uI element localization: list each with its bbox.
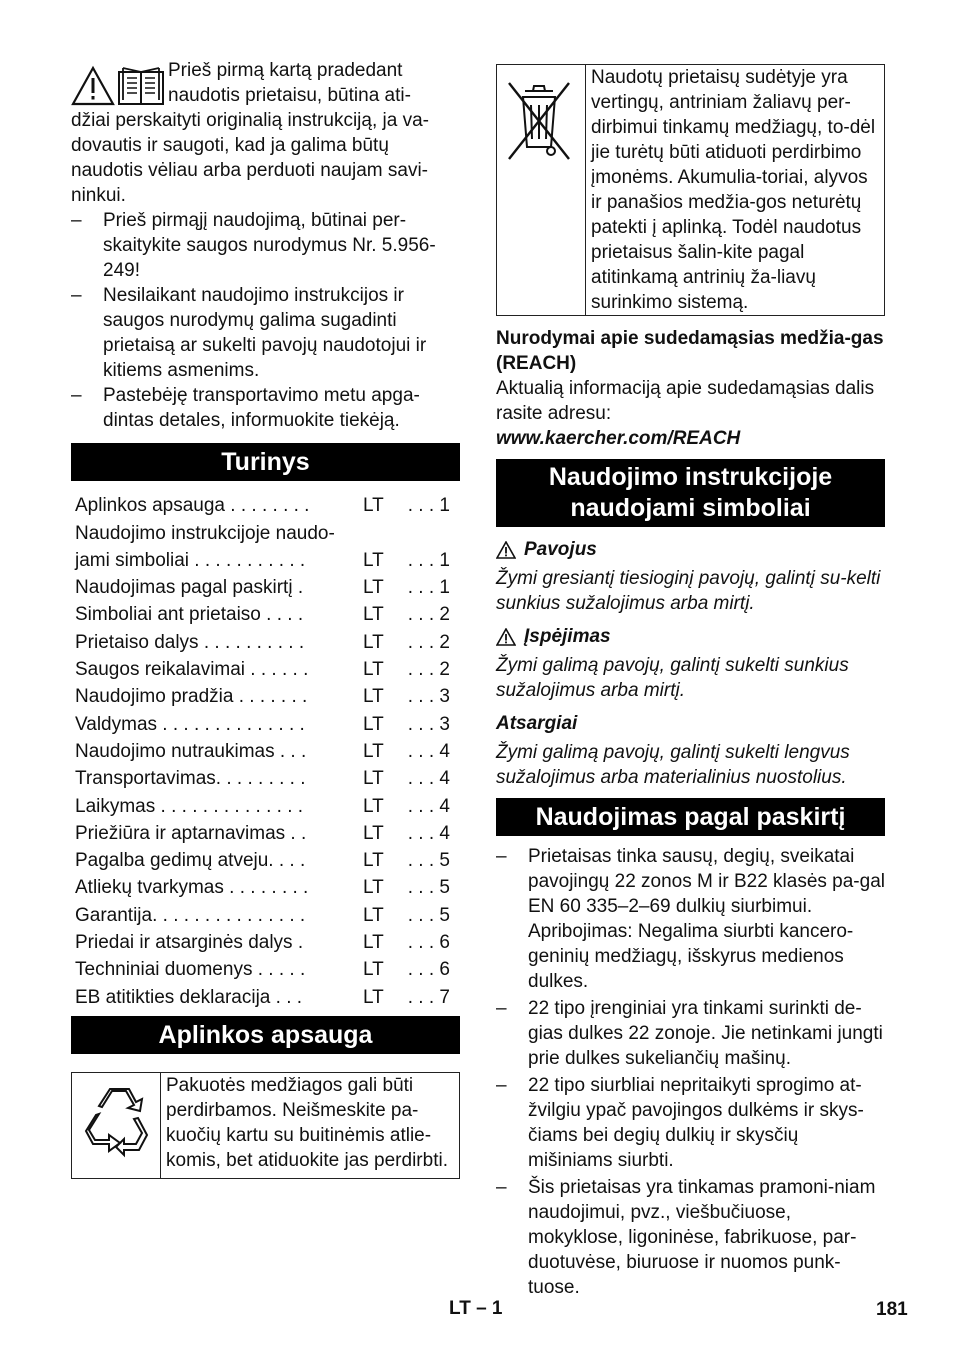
toc-entry-page: . . . 2 bbox=[407, 604, 450, 626]
toc-entry-page: . . . 3 bbox=[407, 713, 450, 735]
toc-entry-title: Saugos reikalavimai . . . . . . bbox=[75, 659, 309, 681]
toc-entry-page: . . . 6 bbox=[407, 932, 450, 954]
footer-language-page: LT – 1 bbox=[449, 1298, 503, 1319]
recycle-icon-cell bbox=[72, 1072, 161, 1178]
environment-heading: Aplinkos apsauga bbox=[71, 1016, 460, 1054]
warning-label: Įspėjimas bbox=[524, 626, 611, 647]
toc-entry-page: . . . 7 bbox=[407, 986, 450, 1008]
toc-entry-lang: LT bbox=[363, 713, 384, 735]
intro-rest: džiai perskaityti originalią instrukciją, ja va-dovautis ir saugoti, kad ja galima būtų naudotis vėliau arba perduoti naujam savi-ninkui. bbox=[71, 110, 429, 206]
toc-row bbox=[71, 791, 460, 818]
toc-entry-title: Aplinkos apsauga . . . . . . . . bbox=[75, 495, 310, 517]
intro-list bbox=[71, 208, 460, 433]
toc-entry-lang: LT bbox=[363, 604, 384, 626]
caution-label: Atsargiai bbox=[496, 713, 578, 734]
list-item: – Šis prietaisas yra tinkamas pramoni-niam naudojimui, pvz., viešbučiuose, mokyklose, ligoninėse, fabrikuose, par-duotuvėse, biuruose ir nuomos punk-tuose. bbox=[496, 1175, 885, 1300]
warning-and-manual-icon bbox=[71, 64, 167, 108]
recycle-icon bbox=[76, 1077, 152, 1167]
toc-entry-title: Laikymas . . . . . . . . . . . . . . bbox=[75, 795, 304, 817]
recycle-text: Pakuotės medžiagos gali būti perdirbamos. Neišmeskite pa-kuočių kartu su buitinėmis atlie-komis, bet atiduokite jas perdirbti. bbox=[161, 1072, 460, 1178]
toc-entry-page: . . . 5 bbox=[407, 850, 450, 872]
recycle-box bbox=[71, 1072, 460, 1179]
toc-row bbox=[71, 573, 460, 600]
crossed-bin-icon bbox=[501, 69, 577, 165]
toc-row bbox=[71, 600, 460, 627]
toc-entry-page: . . . 4 bbox=[407, 795, 450, 817]
toc-entry-title: Naudojimas pagal paskirtį . bbox=[75, 577, 304, 599]
toc-entry-page: . . . 5 bbox=[407, 904, 450, 926]
toc-entry-page: . . . 4 bbox=[407, 740, 450, 762]
toc-entry-title: Techniniai duomenys . . . . . bbox=[75, 959, 306, 981]
toc-entry-page: . . . 6 bbox=[407, 959, 450, 981]
toc-entry-page: . . . 1 bbox=[407, 549, 450, 571]
intro-line-1: Prieš pirmą kartą pradedant bbox=[168, 60, 403, 81]
left-column bbox=[71, 58, 460, 1179]
intro-section bbox=[71, 58, 460, 208]
toc-entry-title: Pagalba gedimų atveju. . . . bbox=[75, 850, 306, 872]
danger-label: Pavojus bbox=[524, 539, 597, 560]
footer-page-number: 181 bbox=[876, 1299, 908, 1320]
toc-entry-title: Garantija. . . . . . . . . . . . . . . bbox=[75, 904, 306, 926]
symbol-caution bbox=[496, 711, 885, 790]
danger-heading bbox=[496, 537, 885, 562]
toc-row bbox=[71, 518, 460, 545]
toc-entry-lang: LT bbox=[363, 768, 384, 790]
toc-entry-lang: LT bbox=[363, 986, 384, 1008]
reach-text: Aktualią informaciją apie sudedamąsias dalis rasite adresu: bbox=[496, 378, 875, 424]
warning-icon bbox=[496, 541, 516, 559]
toc-entry-title: Priežiūra ir aptarnavimas . . bbox=[75, 822, 307, 844]
toc-entry-title: Prietaiso dalys . . . . . . . . . . bbox=[75, 631, 305, 653]
toc-entry-lang: LT bbox=[363, 659, 384, 681]
toc-entry-lang: LT bbox=[363, 686, 384, 708]
symbol-danger bbox=[496, 537, 885, 616]
disposal-icon-cell bbox=[497, 65, 586, 316]
toc-entry-page: . . . 4 bbox=[407, 768, 450, 790]
warning-desc: Žymi galimą pavojų, galintį sukelti sunkius sužalojimus arba mirtį. bbox=[496, 655, 849, 701]
toc-entry-lang: LT bbox=[363, 577, 384, 599]
toc-entry-lang: LT bbox=[363, 959, 384, 981]
list-item: – 22 tipo siurbliai nepritaikyti sprogimo at-žvilgiu ypač pavojingos dulkėms ir skys-čiams bei degių dulkių ir skysčių mišiniams siurbti. bbox=[496, 1073, 885, 1173]
toc-row bbox=[71, 682, 460, 709]
caution-desc: Žymi galimą pavojų, galintį sukelti lengvus sužalojimus arba materialinius nuostolius. bbox=[496, 742, 850, 788]
toc-entry-lang: LT bbox=[363, 740, 384, 762]
toc-entry-lang: LT bbox=[363, 495, 384, 517]
toc-row bbox=[71, 546, 460, 573]
warning-heading bbox=[496, 624, 885, 649]
toc-row bbox=[71, 955, 460, 982]
toc-entry-lang: LT bbox=[363, 850, 384, 872]
toc-entry-page: . . . 2 bbox=[407, 659, 450, 681]
toc-row bbox=[71, 928, 460, 955]
toc-entry-lang: LT bbox=[363, 877, 384, 899]
toc-entry-title: jami simboliai . . . . . . . . . . . bbox=[75, 549, 306, 571]
toc-entry-title: Naudojimo instrukcijoje naudo- bbox=[75, 522, 335, 544]
toc-row bbox=[71, 491, 460, 518]
toc-entry-title: Naudojimo pradžia . . . . . . . bbox=[75, 686, 308, 708]
toc-entry-title: Valdymas . . . . . . . . . . . . . . bbox=[75, 713, 305, 735]
reach-heading: Nurodymai apie sudedamąsias medžia-gas (REACH) bbox=[496, 328, 884, 374]
toc-heading: Turinys bbox=[71, 443, 460, 481]
toc-row bbox=[71, 900, 460, 927]
toc-row bbox=[71, 709, 460, 736]
toc-entry-title: Naudojimo nutraukimas . . . bbox=[75, 740, 307, 762]
symbol-warning bbox=[496, 624, 885, 703]
toc-row bbox=[71, 982, 460, 1009]
list-item: – Nesilaikant naudojimo instrukcijos ir saugos nurodymų galima sugadinti prietaisą ar sukelti pavojų naudotojui ir kitiems asmenims. bbox=[71, 283, 460, 383]
toc-entry-lang: LT bbox=[363, 904, 384, 926]
toc-entry-title: Simboliai ant prietaiso . . . . bbox=[75, 604, 304, 626]
disposal-text: Naudotų prietaisų sudėtyje yra vertingų, antriniam žaliavų per-dirbimui tinkamų medžiagų, to-dėl jie turėtų būti atiduoti perdirbimo įmonėms. Akumulia-toriai, alyvos ir panašios medžia-gos neturėtų patekti į aplinką. Todėl naudotus prietaisus šalin-kite pagal atitinkamą antrinių ža-liavų surinkimo sistemą. bbox=[586, 65, 885, 316]
toc-entry-lang: LT bbox=[363, 795, 384, 817]
intended-use-list bbox=[496, 844, 885, 1300]
right-column bbox=[496, 64, 885, 1300]
toc-entry-lang: LT bbox=[363, 631, 384, 653]
toc-row bbox=[71, 846, 460, 873]
list-item: – Prietaisas tinka sausų, degių, sveikatai pavojingų 22 zonos M ir B22 klasės pa-gal EN 60 335–2–69 dulkių siurbimui. Apribojimas: Negalima siurbti kancero-geninių medžiagų, išskyrus medienos dulkes. bbox=[496, 844, 885, 994]
toc-row bbox=[71, 819, 460, 846]
warning-icon bbox=[496, 628, 516, 646]
toc-entry-page: . . . 3 bbox=[407, 686, 450, 708]
toc-row bbox=[71, 655, 460, 682]
toc-row bbox=[71, 873, 460, 900]
toc-entry-page: . . . 4 bbox=[407, 822, 450, 844]
toc-entry-title: Transportavimas. . . . . . . . . bbox=[75, 768, 306, 790]
toc-entry-title: Atliekų tvarkymas . . . . . . . . bbox=[75, 877, 309, 899]
toc-row bbox=[71, 737, 460, 764]
list-item: – 22 tipo įrenginiai yra tinkami surinkti de-gias dulkes 22 zonoje. Jie netinkami jungti prie dulkes sukeliančių mašinų. bbox=[496, 996, 885, 1071]
disposal-box bbox=[496, 64, 885, 316]
toc-table bbox=[71, 491, 460, 1010]
list-item: – Prieš pirmąjį naudojimą, būtinai per-skaitykite saugos nurodymus Nr. 5.956-249! bbox=[71, 208, 460, 283]
toc-entry-lang bbox=[363, 518, 403, 545]
list-item: – Pastebėję transportavimo metu apga-dintas detales, informuokite tiekėją. bbox=[71, 383, 460, 433]
toc-entry-lang: LT bbox=[363, 822, 384, 844]
toc-entry-title: EB atitikties deklaracija . . . bbox=[75, 986, 303, 1008]
toc-entry-page: . . . 1 bbox=[407, 577, 450, 599]
toc-entry-lang: LT bbox=[363, 932, 384, 954]
intended-use-heading: Naudojimas pagal paskirtį bbox=[496, 798, 885, 836]
reach-url: www.kaercher.com/REACH bbox=[496, 428, 741, 449]
intro-line-2: naudotis prietaisu, būtina ati- bbox=[168, 85, 411, 106]
toc-entry-page: . . . 5 bbox=[407, 877, 450, 899]
toc-row bbox=[71, 764, 460, 791]
toc-entry-title: Priedai ir atsarginės dalys . bbox=[75, 932, 304, 954]
toc-entry-page bbox=[403, 518, 460, 545]
danger-desc: Žymi gresiantį tiesioginį pavojų, galintį su-kelti sunkius sužalojimus arba mirtį. bbox=[496, 568, 881, 614]
toc-entry-lang: LT bbox=[363, 549, 384, 571]
toc-entry-page: . . . 2 bbox=[407, 631, 450, 653]
toc-entry-page: . . . 1 bbox=[407, 495, 450, 517]
symbols-heading: Naudojimo instrukcijoje naudojami simboliai bbox=[496, 459, 885, 527]
toc-row bbox=[71, 627, 460, 654]
